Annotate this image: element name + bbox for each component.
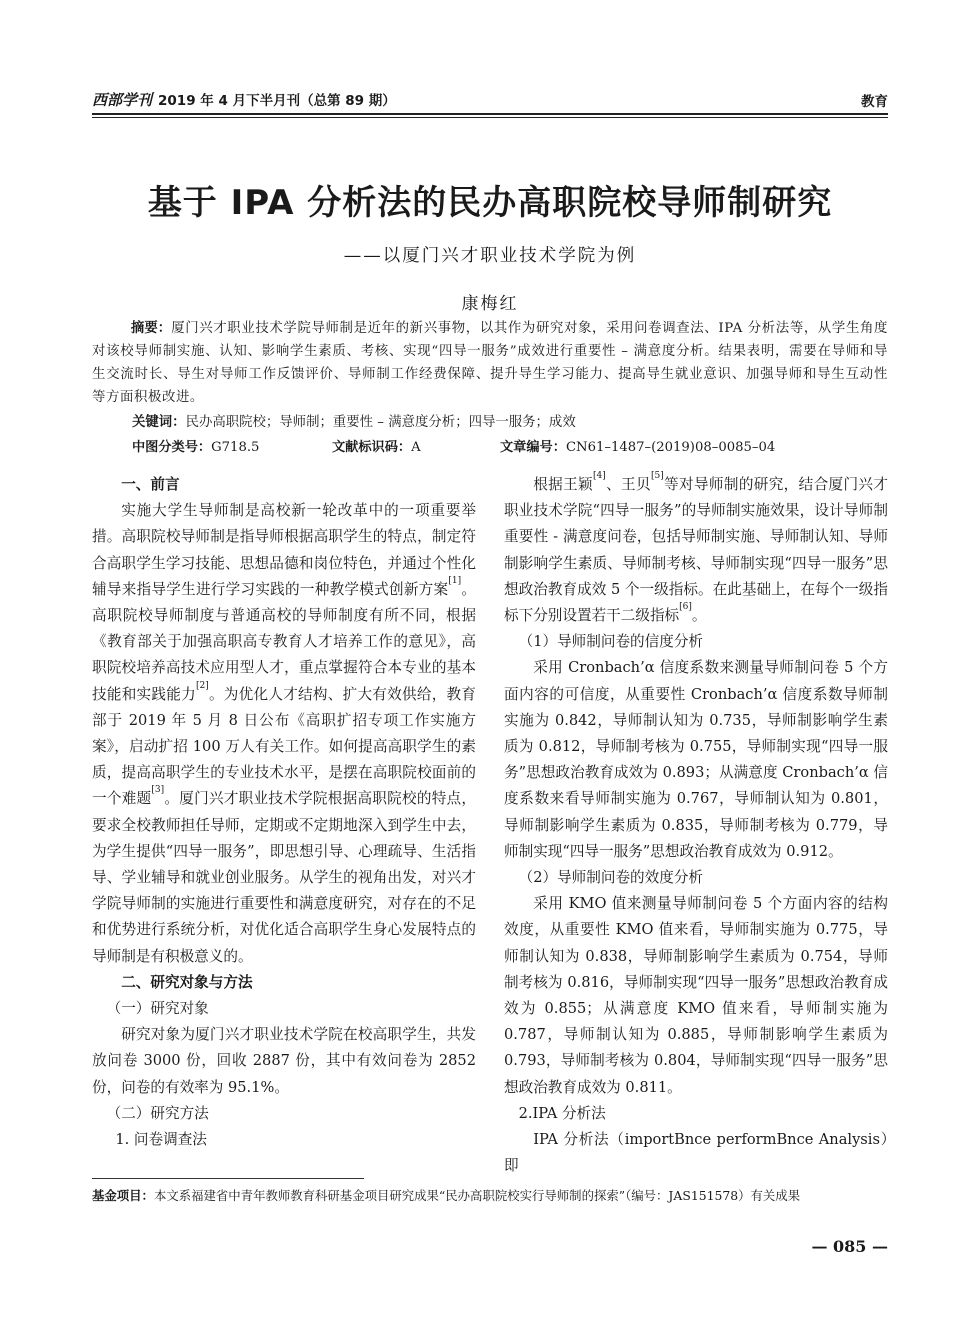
keywords-text: 民办高职院校；导师制；重要性 – 满意度分析；四导一服务；成效 (185, 415, 576, 430)
heading-reliability: （1）导师制问卷的信度分析 (518, 633, 704, 651)
design-text-4: 。 (691, 607, 707, 625)
footnote-rule (92, 1178, 364, 1179)
page-number: — 085 — (811, 1237, 888, 1256)
design-text-3: 等对导师制的研究，结合厦门兴才职业技术学院“四导一服务”的导师制实施效果，设计导师制重要性 - 满意度问卷，包括导师制实施、导师制认知、导师制影响学生素质、导师制考核、导师制实现“四导一服务”思想政治教育成效 5 个一级指标。在此基础上，在每个一级指标下分别设置若干二级指标 (504, 476, 888, 625)
clc-label: 中图分类号： (132, 440, 212, 455)
header-rule-thin (92, 117, 888, 118)
paragraph-questionnaire-design (504, 472, 888, 629)
citation-6: [6] (679, 602, 692, 613)
clc-value: G718.5 (211, 440, 260, 455)
citation-4: [4] (593, 471, 606, 481)
doc-label: 文献标识码： (332, 440, 412, 455)
classification-line (132, 436, 888, 458)
heading-introduction: 一、前言 (121, 476, 180, 493)
keywords-label: 关键词： (132, 415, 186, 430)
paragraph-introduction (92, 498, 476, 970)
citation-1: [1] (448, 575, 462, 586)
left-column (92, 472, 476, 1153)
citation-5: [5] (650, 471, 664, 481)
paragraph-reliability: 采用 Cronbach’α 信度系数来测量导师制问卷 5 个方面内容的可信度，从重要性 Cronbach’α 信度系数导师制实施为 0.842，导师制认知为 0.735，导师制影响学生素质为 0.812，导师制考核为 0.755，导师制实现“四导一服务”思想政治教育成效为 0.893；从满意度 Cronbach’α 信度系数来看导师制实施为 0.767，导师制认知为 0.801，导师制影响学生素质为 0.835，导师制考核为 0.779，导师制实现“四导一服务”思想政治教育成效为 0.912。 (504, 659, 888, 860)
right-column (504, 472, 888, 1179)
abstract-label: 摘要： (130, 321, 172, 336)
journal-name: 西部学刊 (92, 91, 153, 109)
article-title: 基于 IPA 分析法的民办高职院校导师制研究 (147, 183, 833, 223)
abstract (92, 317, 888, 409)
section-name: 教育 (861, 94, 888, 110)
paragraph-ipa: IPA 分析法（importBnce performBnce Analysis）即 (504, 1131, 888, 1175)
art-value: CN61–1487–(2019)08–0085–04 (565, 440, 776, 455)
heading-ipa: 2.IPA 分析法 (518, 1104, 606, 1122)
intro-text-4: 。厦门兴才职业技术学院根据高职院校的特点，要求全校教师担任导师，定期或不定期地深入到学生中去，为学生提供“四导一服务”，即思想引导、心理疏导、生活指导、学业辅导和就业创业服务。从学生的视角出发，对兴才学院导师制的实施进行重要性和满意度研究，对存在的不足和优势进行系统分析，对优化适合高职学生身心发展特点的导师制是有积极意义的。 (92, 790, 476, 965)
heading-survey-method: 1. 问卷调查法 (115, 1131, 207, 1149)
art-label: 文章编号： (500, 440, 566, 455)
design-text-1: 根据王颖 (533, 476, 593, 493)
document-code (332, 436, 500, 458)
paragraph-validity: 采用 KMO 值来测量导师制问卷 5 个方面内容的结构效度，从重要性 KMO 值来看，导师制实施为 0.775，导师制认知为 0.838，导师制影响学生素质为 0.754，导师制考核为 0.816，导师制实现“四导一服务”思想政治教育成效为 0.855；从满意度 KMO 值来看，导师制实施为 0.787，导师制认知为 0.885，导师制影响学生素质为 0.793，导师制考核为 0.804，导师制实现“四导一服务”思想政治教育成效为 0.811。 (504, 895, 888, 1096)
heading-research-object: （一）研究对象 (106, 1000, 209, 1018)
article-number (500, 436, 775, 458)
footnote-text: 本文系福建省中青年教师教育科研基金项目研究成果“民办高职院校实行导师制的探索”（编号：JAS151578）有关成果 (153, 1188, 801, 1203)
article-author: 康梅红 (461, 294, 519, 314)
intro-text-1: 实施大学生导师制是高校新一轮改革中的一项重要举措。高职院校导师制是指导师根据高职学生的特点，制定符合高职学生学习技能、思想品德和岗位特色，并通过个性化辅导来指导学生进行学习实践的一种教学模式创新方案 (92, 502, 476, 598)
intro-text-3: 。为优化人才结构、扩大有效供给，教育部于 2019 年 5 月 8 日公布《高职扩招专项工作实施方案》，启动扩招 100 万人有关工作。如何提高高职学生的素质，提高高职学生的专业技术水平，是摆在高职院校面前的一个难题 (92, 685, 476, 808)
citation-3: [3] (151, 785, 165, 796)
intro-text-2: 。高职院校导师制度与普通高校的导师制度有所不同，根据《教育部关于加强高职高专教育人才培养工作的意见》，高职院校培养高技术应用型人才，重点掌握符合本专业的基本技能和实践能力 (92, 580, 476, 703)
keywords (132, 412, 888, 434)
heading-methods: 二、研究对象与方法 (121, 973, 253, 991)
header-rule-thick (92, 113, 888, 115)
heading-research-method: （二）研究方法 (106, 1104, 209, 1122)
article-subtitle: ——以厦门兴才职业技术学院为例 (343, 246, 637, 266)
heading-validity: （2）导师制问卷的效度分析 (518, 869, 704, 887)
running-header (92, 86, 888, 110)
issue-info: 2019 年 4 月下半月刊（总第 89 期） (158, 93, 396, 109)
journal-issue-line (92, 89, 396, 110)
paragraph-research-object: 研究对象为厦门兴才职业技术学院在校高职学生，共发放问卷 3000 份，回收 2887 份，其中有效问卷为 2852 份，问卷的有效率为 95.1%。 (92, 1026, 476, 1096)
funding-footnote (92, 1186, 888, 1205)
footnote-label: 基金项目： (92, 1188, 154, 1203)
abstract-text: 厦门兴才职业技术学院导师制是近年的新兴事物，以其作为研究对象，采用问卷调查法、IPA 分析法等，从学生角度对该校导师制实施、认知、影响学生素质、考核、实现“四导一服务”成效进行重要性 – 满意度分析。结果表明，需要在导师和导生交流时长、导生对导师工作反馈评价、导师制工作经费保障、提升导生学习能力、提高导生就业意识、加强导师和导生互动性等方面积极改进。 (92, 321, 888, 405)
clc-number (132, 436, 332, 458)
design-text-2: 、王贝 (605, 476, 651, 493)
citation-2: [2] (195, 680, 209, 691)
doc-value: A (411, 440, 421, 455)
